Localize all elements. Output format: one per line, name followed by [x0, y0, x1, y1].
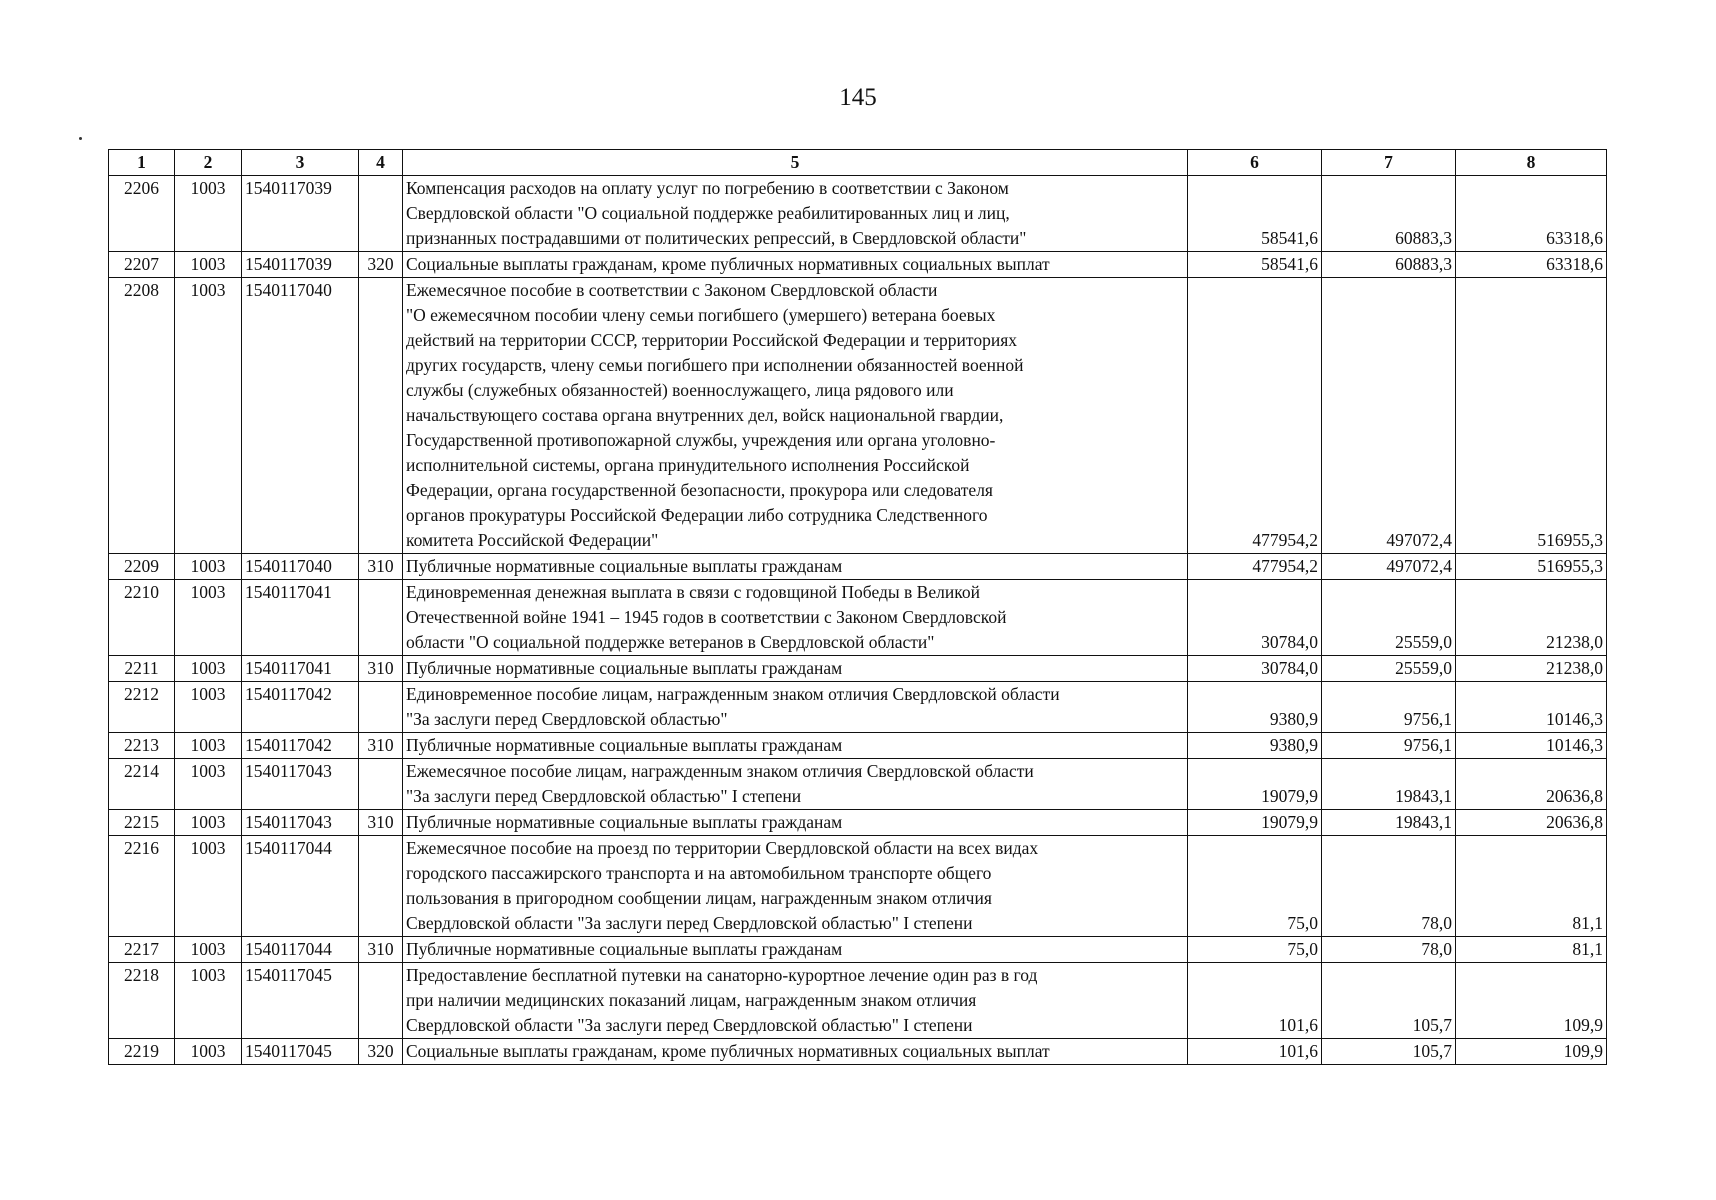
amount-year-3: 10146,3 [1456, 733, 1607, 759]
description-line: комитета Российской Федерации" [406, 530, 659, 550]
row-number: 2210 [109, 580, 175, 656]
target-code: 1540117041 [242, 656, 359, 682]
target-code: 1540117039 [242, 252, 359, 278]
table-row [109, 580, 1607, 656]
amount-year-3: 516955,3 [1456, 554, 1607, 580]
table-row [109, 759, 1607, 810]
target-code: 1540117040 [242, 278, 359, 554]
description-cell [403, 1039, 1188, 1065]
section-code: 1003 [175, 656, 242, 682]
expense-type-code [359, 580, 403, 656]
expense-type-code [359, 759, 403, 810]
row-number: 2216 [109, 836, 175, 937]
amount-year-3: 516955,3 [1456, 278, 1607, 554]
description-line: других государств, члену семьи погибшего при исполнении обязанностей военной [406, 355, 1024, 375]
description-line: начальствующего состава органа внутренних дел, войск национальной гвардии, [406, 405, 1004, 425]
section-code: 1003 [175, 682, 242, 733]
expense-type-code: 310 [359, 554, 403, 580]
amount-year-3: 81,1 [1456, 836, 1607, 937]
description-line: области "О социальной поддержке ветеранов в Свердловской области" [406, 632, 935, 652]
description-line: Ежемесячное пособие на проезд по территории Свердловской области на всех видах [406, 838, 1039, 858]
expense-type-code [359, 963, 403, 1039]
header-row [109, 150, 1607, 176]
description-line: действий на территории СССР, территории Российской Федерации и территориях [406, 330, 1017, 350]
target-code: 1540117040 [242, 554, 359, 580]
target-code: 1540117045 [242, 963, 359, 1039]
amount-year-2: 25559,0 [1322, 580, 1456, 656]
section-code: 1003 [175, 733, 242, 759]
section-code: 1003 [175, 759, 242, 810]
target-code: 1540117043 [242, 759, 359, 810]
amount-year-2: 9756,1 [1322, 733, 1456, 759]
description-line: "За заслуги перед Свердловской областью" I степени [406, 786, 802, 806]
amount-year-2: 497072,4 [1322, 278, 1456, 554]
row-number: 2212 [109, 682, 175, 733]
amount-year-3: 81,1 [1456, 937, 1607, 963]
description-line: Социальные выплаты гражданам, кроме публичных нормативных социальных выплат [406, 254, 1050, 274]
amount-year-2: 105,7 [1322, 963, 1456, 1039]
target-code: 1540117044 [242, 836, 359, 937]
description-line: Федерации, органа государственной безопасности, прокурора или следователя [406, 480, 993, 500]
amount-year-2: 497072,4 [1322, 554, 1456, 580]
amount-year-1: 477954,2 [1188, 278, 1322, 554]
row-number: 2214 [109, 759, 175, 810]
section-code: 1003 [175, 1039, 242, 1065]
description-cell [403, 810, 1188, 836]
scan-dot [79, 137, 82, 140]
section-code: 1003 [175, 937, 242, 963]
table-row [109, 656, 1607, 682]
amount-year-2: 9756,1 [1322, 682, 1456, 733]
amount-year-1: 477954,2 [1188, 554, 1322, 580]
description-line: признанных пострадавшими от политических репрессий, в Свердловской области" [406, 228, 1027, 248]
amount-year-2: 105,7 [1322, 1039, 1456, 1065]
description-line: Свердловской области "За заслуги перед Свердловской областью" I степени [406, 913, 973, 933]
section-code: 1003 [175, 963, 242, 1039]
row-number: 2207 [109, 252, 175, 278]
description-cell [403, 278, 1188, 554]
amount-year-1: 30784,0 [1188, 656, 1322, 682]
description-line: при наличии медицинских показаний лицам, награжденным знаком отличия [406, 990, 977, 1010]
description-cell [403, 554, 1188, 580]
row-number: 2209 [109, 554, 175, 580]
amount-year-2: 19843,1 [1322, 759, 1456, 810]
description-cell [403, 656, 1188, 682]
description-line: Публичные нормативные социальные выплаты гражданам [406, 735, 843, 755]
budget-table [108, 149, 1607, 1065]
table-row [109, 810, 1607, 836]
description-cell [403, 963, 1188, 1039]
amount-year-2: 60883,3 [1322, 252, 1456, 278]
column-header: 3 [242, 150, 359, 176]
expense-type-code [359, 682, 403, 733]
table-row [109, 278, 1607, 554]
amount-year-1: 58541,6 [1188, 252, 1322, 278]
description-line: исполнительной системы, органа принудительного исполнения Российской [406, 455, 970, 475]
expense-type-code: 320 [359, 1039, 403, 1065]
target-code: 1540117045 [242, 1039, 359, 1065]
target-code: 1540117039 [242, 176, 359, 252]
amount-year-1: 101,6 [1188, 963, 1322, 1039]
column-header: 1 [109, 150, 175, 176]
amount-year-3: 63318,6 [1456, 176, 1607, 252]
column-header: 2 [175, 150, 242, 176]
amount-year-3: 109,9 [1456, 1039, 1607, 1065]
amount-year-1: 19079,9 [1188, 759, 1322, 810]
table-row [109, 682, 1607, 733]
description-cell [403, 580, 1188, 656]
expense-type-code [359, 836, 403, 937]
description-line: Компенсация расходов на оплату услуг по погребению в соответствии с Законом [406, 178, 1009, 198]
description-line: Отечественной войне 1941 – 1945 годов в соответствии с Законом Свердловской [406, 607, 1007, 627]
description-line: "О ежемесячном пособии члену семьи погибшего (умершего) ветерана боевых [406, 305, 996, 325]
target-code: 1540117042 [242, 682, 359, 733]
row-number: 2208 [109, 278, 175, 554]
expense-type-code: 310 [359, 810, 403, 836]
section-code: 1003 [175, 278, 242, 554]
section-code: 1003 [175, 176, 242, 252]
amount-year-1: 75,0 [1188, 836, 1322, 937]
description-line: Ежемесячное пособие в соответствии с Законом Свердловской области [406, 280, 938, 300]
row-number: 2217 [109, 937, 175, 963]
column-header: 4 [359, 150, 403, 176]
description-line: Публичные нормативные социальные выплаты гражданам [406, 658, 843, 678]
expense-type-code [359, 278, 403, 554]
page-number: 145 [839, 84, 877, 111]
amount-year-1: 9380,9 [1188, 733, 1322, 759]
column-header: 7 [1322, 150, 1456, 176]
description-cell [403, 759, 1188, 810]
description-line: Свердловской области "За заслуги перед Свердловской областью" I степени [406, 1015, 973, 1035]
description-cell [403, 733, 1188, 759]
expense-type-code: 320 [359, 252, 403, 278]
table-row [109, 176, 1607, 252]
column-header: 6 [1188, 150, 1322, 176]
expense-type-code: 310 [359, 656, 403, 682]
description-line: Публичные нормативные социальные выплаты гражданам [406, 812, 843, 832]
row-number: 2215 [109, 810, 175, 836]
description-line: Ежемесячное пособие лицам, награжденным знаком отличия Свердловской области [406, 761, 1034, 781]
description-line: Публичные нормативные социальные выплаты гражданам [406, 939, 843, 959]
amount-year-2: 25559,0 [1322, 656, 1456, 682]
target-code: 1540117042 [242, 733, 359, 759]
amount-year-2: 78,0 [1322, 937, 1456, 963]
table-row [109, 252, 1607, 278]
amount-year-3: 20636,8 [1456, 759, 1607, 810]
description-line: Социальные выплаты гражданам, кроме публичных нормативных социальных выплат [406, 1041, 1050, 1061]
description-line: пользования в пригородном сообщении лицам, награжденным знаком отличия [406, 888, 992, 908]
amount-year-1: 58541,6 [1188, 176, 1322, 252]
description-line: городского пассажирского транспорта и на автомобильном транспорте общего [406, 863, 992, 883]
section-code: 1003 [175, 810, 242, 836]
description-line: органов прокуратуры Российской Федерации либо сотрудника Следственного [406, 505, 988, 525]
section-code: 1003 [175, 580, 242, 656]
description-line: "За заслуги перед Свердловской областью" [406, 709, 728, 729]
description-line: Публичные нормативные социальные выплаты гражданам [406, 556, 843, 576]
description-line: службы (служебных обязанностей) военнослужащего, лица рядового или [406, 380, 954, 400]
table-row [109, 554, 1607, 580]
description-line: Единовременное пособие лицам, награжденным знаком отличия Свердловской области [406, 684, 1060, 704]
description-line: Государственной противопожарной службы, учреждения или органа уголовно- [406, 430, 996, 450]
table-row [109, 937, 1607, 963]
amount-year-1: 101,6 [1188, 1039, 1322, 1065]
amount-year-3: 109,9 [1456, 963, 1607, 1039]
amount-year-1: 19079,9 [1188, 810, 1322, 836]
table-body [109, 176, 1607, 1065]
table-row [109, 1039, 1607, 1065]
amount-year-3: 10146,3 [1456, 682, 1607, 733]
amount-year-1: 30784,0 [1188, 580, 1322, 656]
description-cell [403, 836, 1188, 937]
description-cell [403, 682, 1188, 733]
target-code: 1540117043 [242, 810, 359, 836]
section-code: 1003 [175, 252, 242, 278]
row-number: 2218 [109, 963, 175, 1039]
target-code: 1540117041 [242, 580, 359, 656]
table-row [109, 836, 1607, 937]
description-line: Единовременная денежная выплата в связи с годовщиной Победы в Великой [406, 582, 980, 602]
amount-year-2: 78,0 [1322, 836, 1456, 937]
row-number: 2206 [109, 176, 175, 252]
expense-type-code [359, 176, 403, 252]
expense-type-code: 310 [359, 937, 403, 963]
amount-year-2: 60883,3 [1322, 176, 1456, 252]
description-line: Свердловской области "О социальной поддержке реабилитированных лиц и лиц, [406, 203, 1010, 223]
target-code: 1540117044 [242, 937, 359, 963]
section-code: 1003 [175, 554, 242, 580]
row-number: 2213 [109, 733, 175, 759]
row-number: 2211 [109, 656, 175, 682]
amount-year-3: 21238,0 [1456, 580, 1607, 656]
table-row [109, 733, 1607, 759]
expense-type-code: 310 [359, 733, 403, 759]
section-code: 1003 [175, 836, 242, 937]
amount-year-2: 19843,1 [1322, 810, 1456, 836]
amount-year-1: 75,0 [1188, 937, 1322, 963]
description-cell [403, 176, 1188, 252]
amount-year-1: 9380,9 [1188, 682, 1322, 733]
row-number: 2219 [109, 1039, 175, 1065]
column-header: 5 [403, 150, 1188, 176]
table-row [109, 963, 1607, 1039]
amount-year-3: 63318,6 [1456, 252, 1607, 278]
amount-year-3: 21238,0 [1456, 656, 1607, 682]
description-line: Предоставление бесплатной путевки на санаторно-курортное лечение один раз в год [406, 965, 1038, 985]
description-cell [403, 252, 1188, 278]
column-header: 8 [1456, 150, 1607, 176]
amount-year-3: 20636,8 [1456, 810, 1607, 836]
description-cell [403, 937, 1188, 963]
